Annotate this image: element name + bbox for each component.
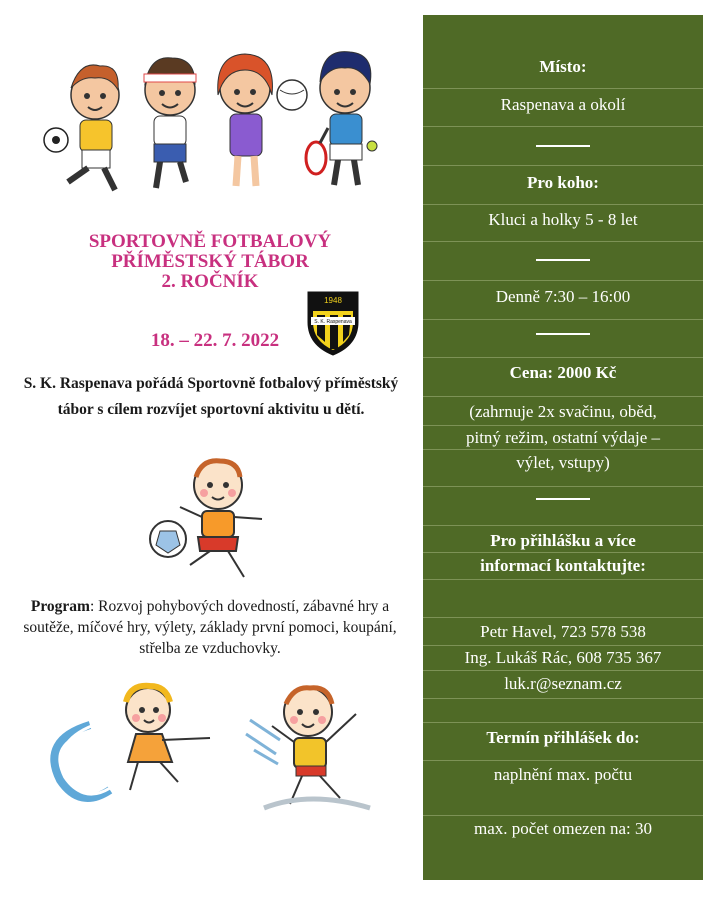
divider: [423, 645, 703, 646]
price-note-line-2: pitný režim, ostatní výdaje –: [465, 428, 661, 447]
divider: [423, 126, 703, 127]
title-line-2: PŘÍMĚSTSKÝ TÁBOR: [111, 251, 309, 272]
schedule-time: Denně 7:30 – 16:00: [495, 287, 631, 306]
deadline-value: naplnění max. počtu: [493, 765, 633, 784]
dash-separator: [536, 145, 590, 147]
misto-value: Raspenava a okolí: [500, 95, 626, 114]
divider: [423, 165, 703, 166]
divider: [423, 357, 703, 358]
divider: [423, 722, 703, 723]
divider: [423, 486, 703, 487]
intro-text: S. K. Raspenava pořádá Sportovně fotbalový příměstský tábor s cílem rozvíjet sportovní aktivitu u dětí.: [23, 375, 399, 418]
divider: [423, 525, 703, 526]
contact-email: luk.r@seznam.cz: [504, 674, 622, 693]
divider: [423, 815, 703, 816]
divider: [423, 204, 703, 205]
kids-playing-sports-illustration: [40, 40, 390, 200]
contact-heading-line-1: Pro přihlášku a více: [490, 531, 636, 550]
program-description: : Rozvoj pohybových dovedností, zábavné hry a soutěže, míčové hry, výlety, základy první pomoci, koupání, střelba ze vzduchovky.: [23, 598, 397, 657]
program-label: Program: [30, 598, 90, 615]
price-note-line-1: (zahrnuje 2x svačinu, oběd,: [469, 402, 657, 421]
kids-dancing-running-drawing: [50, 680, 380, 820]
max-capacity: max. počet omezen na: 30: [474, 819, 652, 838]
divider: [423, 88, 703, 89]
divider: [423, 449, 703, 450]
price-label: Cena: 2000 Kč: [509, 363, 617, 382]
title-line-3: 2. ROČNÍK: [161, 271, 259, 292]
kid-with-ball-drawing: [140, 455, 280, 585]
dash-separator: [536, 333, 590, 335]
dash-separator: [536, 498, 590, 500]
info-panel: [423, 15, 703, 880]
divider: [423, 698, 703, 699]
pro-koho-label: Pro koho:: [527, 173, 599, 192]
misto-label: Místo:: [539, 57, 587, 76]
contact-heading-line-2: informací kontaktujte:: [480, 556, 646, 575]
deadline-label: Termín přihlášek do:: [486, 728, 640, 747]
crest-year: 1948: [324, 296, 342, 305]
divider: [423, 579, 703, 580]
divider: [423, 425, 703, 426]
title-line-1: SPORTOVNĚ FOTBALOVÝ: [88, 231, 332, 252]
event-title: [20, 232, 400, 292]
divider: [423, 280, 703, 281]
price-note-line-3: výlet, vstupy): [516, 453, 610, 472]
divider: [423, 552, 703, 553]
divider: [423, 760, 703, 761]
dash-separator: [536, 259, 590, 261]
pro-koho-value: Kluci a holky 5 - 8 let: [488, 210, 638, 229]
divider: [423, 241, 703, 242]
contact-lukas-rac: Ing. Lukáš Rác, 608 735 367: [464, 648, 662, 667]
divider: [423, 670, 703, 671]
crest-text: S. K. Raspenava: [314, 319, 352, 325]
divider: [423, 319, 703, 320]
program-text: [8, 596, 412, 659]
divider: [423, 617, 703, 618]
divider: [423, 396, 703, 397]
event-dates: 18. – 22. 7. 2022: [150, 330, 280, 351]
contact-petr-havel: Petr Havel, 723 578 538: [480, 622, 646, 641]
